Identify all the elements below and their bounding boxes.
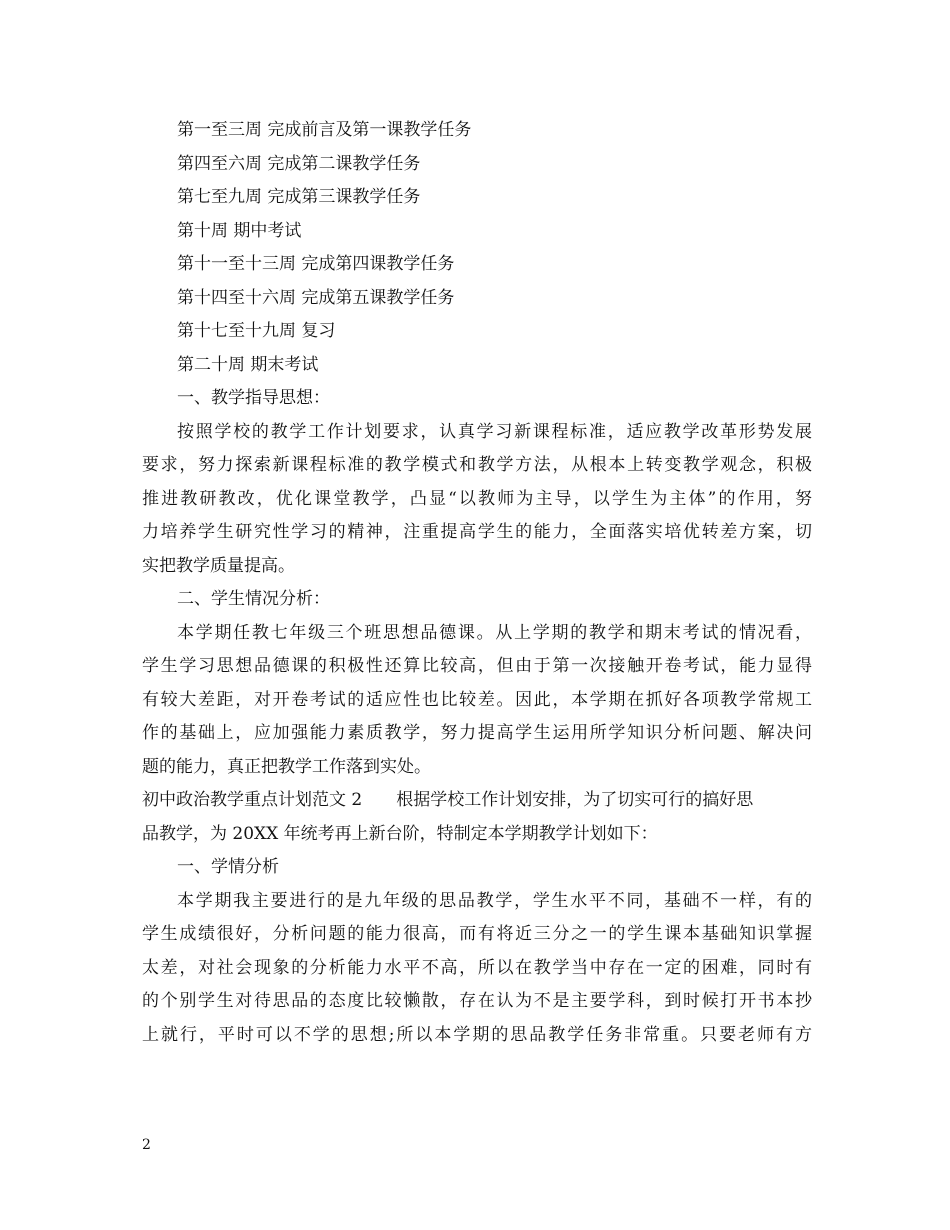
paragraph-line: 上就行，平时可以不学的思想;所以本学期的思品教学任务非常重。只要老师有方 (142, 1024, 812, 1045)
schedule-task: 完成前言及第一课教学任务 (267, 120, 472, 140)
paragraph-line: 题的能力，真正把教学工作落到实处。 (142, 756, 431, 777)
paragraph-line: 的个别学生对待思品的态度比较懒散，存在认为不是主要学科，到时候打开书本抄 (142, 991, 812, 1011)
schedule-item (142, 349, 812, 383)
section-heading: 一、学情分析 (177, 857, 279, 877)
schedule-weeks: 第七至九周 (177, 187, 262, 207)
schedule-task: 期中考试 (233, 220, 302, 241)
article-title-line (142, 784, 812, 818)
schedule-item (142, 148, 812, 182)
page-number: 2 (142, 1137, 151, 1153)
schedule-item (142, 248, 812, 282)
paragraph-line: 实把教学质量提高。 (142, 555, 295, 576)
paragraph-line: 品教学，为 20XX 年统考再上新台阶，特制定本学期教学计划如下： (142, 823, 658, 844)
paragraph-line: 学生成绩很好，分析问题的能力很高，而有将近三分之一的学生课本基础知识掌握 (142, 924, 812, 944)
schedule-weeks: 第十周 (177, 220, 228, 241)
schedule-weeks: 第十四至十六周 (177, 287, 296, 308)
section-heading: 二、学生情况分析： (177, 589, 330, 609)
schedule-weeks: 第一至三周 (177, 120, 262, 140)
schedule-weeks: 第二十周 (177, 354, 245, 375)
schedule-task: 期末考试 (250, 354, 319, 375)
paragraph-line: 力培养学生研究性学习的精神，注重提高学生的能力，全面落实培优转差方案，切 (142, 522, 812, 542)
section-heading: 一、教学指导思想： (177, 388, 330, 408)
paragraph-line: 作的基础上，应加强能力素质教学，努力提高学生运用所学知识分析问题、解决问 (142, 723, 812, 743)
paragraph-line: 学生学习思想品德课的积极性还算比较高，但由于第一次接触开卷考试，能力显得 (142, 656, 812, 676)
paragraph-line: 太差，对社会现象的分析能力水平不高，所以在教学当中存在一定的困难，同时有 (142, 957, 812, 978)
schedule-task: 完成第四课教学任务 (301, 254, 455, 274)
schedule-task: 完成第二课教学任务 (267, 153, 421, 174)
schedule-item (142, 315, 812, 349)
schedule-task: 复习 (301, 321, 336, 341)
schedule-weeks: 第十七至十九周 (177, 321, 296, 341)
article-title: 初中政治教学重点计划范文 2 (142, 790, 363, 810)
schedule-task: 完成第三课教学任务 (267, 187, 421, 207)
paragraph-line: 推进教研教改，优化课堂教学，凸显“以教师为主导，以学生为主体”的作用，努 (142, 488, 812, 509)
paragraph-line: 按照学校的教学工作计划要求，认真学习新课程标准，适应教学改革形势发展 (177, 421, 812, 442)
paragraph-line: 本学期任教七年级三个班思想品德课。从上学期的教学和期末考试的情况看， (177, 622, 812, 643)
document-body (142, 114, 812, 1052)
schedule-item (142, 181, 812, 215)
article-intro-start: 根据学校工作计划安排，为了切实可行的搞好思 (396, 790, 754, 810)
schedule-item (142, 215, 812, 249)
schedule-task: 完成第五课教学任务 (301, 287, 455, 308)
paragraph-line: 有较大差距，对开卷考试的适应性也比较差。因此，本学期在抓好各项教学常规工 (142, 689, 812, 710)
paragraph-line: 要求，努力探索新课程标准的教学模式和教学方法，从根本上转变教学观念，积极 (142, 455, 812, 475)
schedule-weeks: 第四至六周 (177, 153, 262, 174)
schedule-weeks: 第十一至十三周 (177, 254, 296, 274)
schedule-item (142, 282, 812, 316)
schedule-item (142, 114, 812, 148)
paragraph-line: 本学期我主要进行的是九年级的思品教学，学生水平不同，基础不一样，有的 (177, 890, 812, 911)
